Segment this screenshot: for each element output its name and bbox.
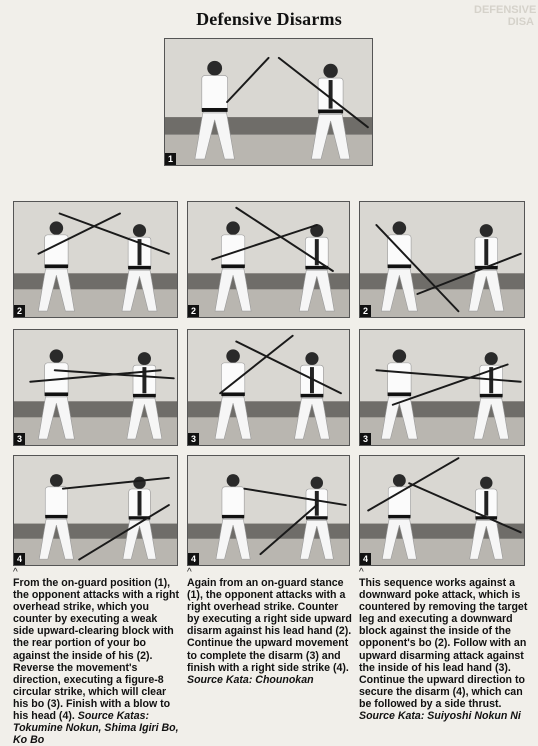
photo-2b-scene xyxy=(188,202,349,317)
photo-4a-scene xyxy=(14,456,177,565)
photo-number: 3 xyxy=(188,433,199,445)
photo-number: 4 xyxy=(360,553,371,565)
photo-3c-scene xyxy=(360,330,524,445)
caption-source: Source Kata: Chounokan xyxy=(187,673,314,686)
photo-2c xyxy=(359,201,525,318)
photo-3b-scene xyxy=(188,330,349,445)
caret-marker: ^ xyxy=(13,567,18,578)
caret-marker: ^ xyxy=(359,567,364,578)
caption-body: This sequence works against a downward poke attack, which is countered by removing the target leg and executing a downward block against the inside of the opponent's bo (2). Follow with an upward disarming attack against the inside of his lead hand (3). Continue the upward direction to secure the disarm (4), which can be followed by a side thrust. xyxy=(359,577,528,710)
caption-left xyxy=(13,577,181,746)
caption-source: Source Kata: Suiyoshi Nokun Ni xyxy=(359,710,521,723)
photo-1 xyxy=(164,38,373,166)
caption-source: Source Katas: Tokumine Nokun, Shima Igiri Bo, Ko Bo xyxy=(13,710,179,746)
photo-3c xyxy=(359,329,525,446)
photo-4b xyxy=(187,455,350,566)
photo-3a xyxy=(13,329,178,446)
photo-4c xyxy=(359,455,525,566)
photo-3a-scene xyxy=(14,330,177,445)
photo-4b-scene xyxy=(188,456,349,565)
photo-number: 1 xyxy=(165,153,176,165)
caret-marker: ^ xyxy=(187,567,192,578)
photo-2c-scene xyxy=(360,202,524,317)
photo-2a xyxy=(13,201,178,318)
caption-body: From the on-guard position (1), the opponent attacks with a right overhead strike, which you counter by executing a weak side upward-clearing block with the rear portion of your bo against the inside of his (2). Reverse the movement's direction, executing a figure-8 circular strike, which will clear his bo (3). Finish with a blow to his head (4). xyxy=(13,577,179,723)
photo-number: 4 xyxy=(188,553,199,565)
caption-middle xyxy=(187,577,352,686)
photo-number: 2 xyxy=(14,305,25,317)
photo-number: 3 xyxy=(360,433,371,445)
photo-2a-scene xyxy=(14,202,177,317)
photo-4a xyxy=(13,455,178,566)
photo-3b xyxy=(187,329,350,446)
photo-1-scene xyxy=(165,39,372,165)
photo-number: 2 xyxy=(360,305,371,317)
photo-number: 4 xyxy=(14,553,25,565)
bleed-through-text: DEFENSIVE DISA xyxy=(474,4,537,28)
photo-2b xyxy=(187,201,350,318)
photo-number: 3 xyxy=(14,433,25,445)
photo-number: 2 xyxy=(188,305,199,317)
page-title: Defensive Disarms xyxy=(196,9,342,29)
caption-right xyxy=(359,577,529,722)
caption-body: Again from an on-guard stance (1), the opponent attacks with a right overhead strike. Counter by executing a right side upward disarm against his lead hand (2). Continue the upward movement to complete the disarm (3) and finish with a right side strike (4). xyxy=(187,577,352,674)
photo-4c-scene xyxy=(360,456,524,565)
